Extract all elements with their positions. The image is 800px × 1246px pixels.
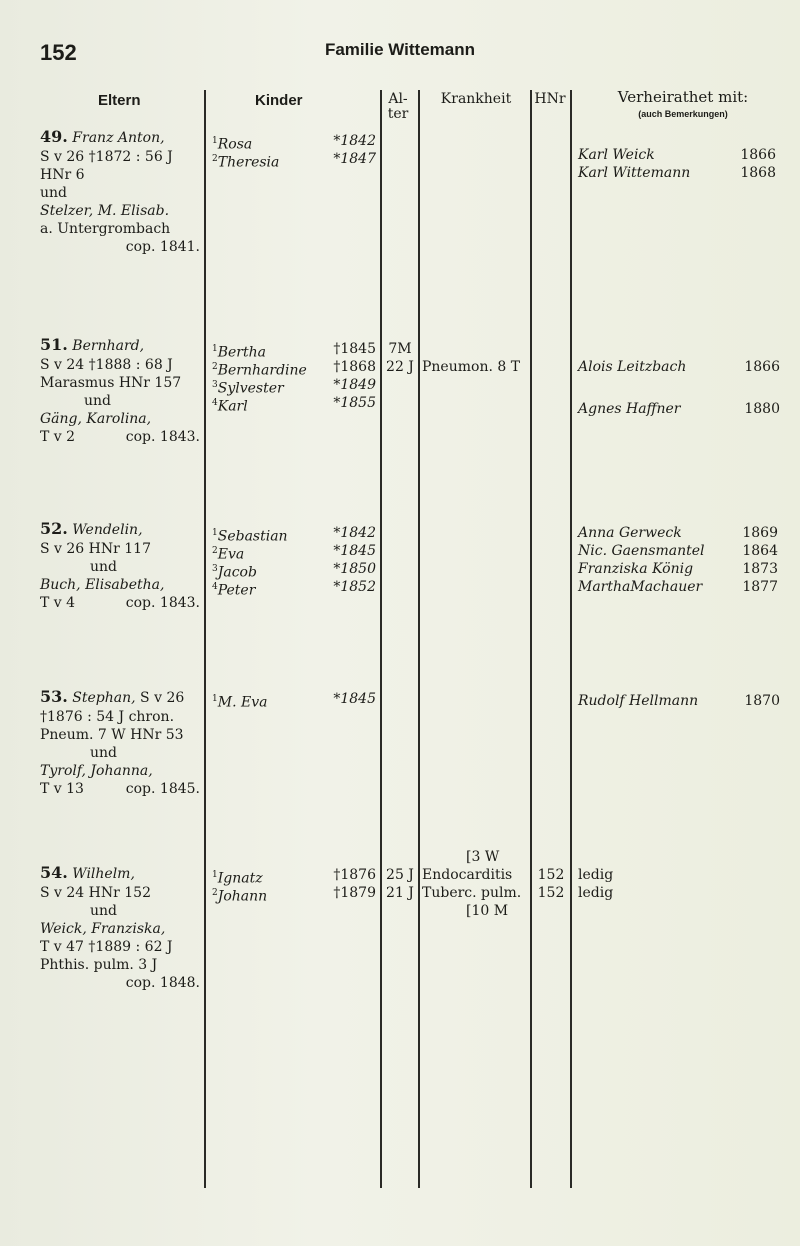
- marriage-date: cop. 1845.: [125, 781, 200, 797]
- child-row: $^4$Karl *1855: [212, 395, 376, 415]
- header-verheirathet: Verheirathet mit:: [617, 88, 749, 106]
- parent-2-name: Gäng, Karolina,: [40, 411, 152, 427]
- parent-1-details: S v 26 †1872 : 56 J: [40, 149, 173, 165]
- spouse-row: Karl Wittemann 1868: [578, 165, 776, 181]
- child-illness: Endocarditis: [422, 867, 513, 883]
- column-rule: [570, 90, 572, 1188]
- parent-2-name: Buch, Elisabetha,: [40, 577, 165, 593]
- child-row: $^1$M. Eva *1845: [212, 691, 376, 711]
- child-illness: Pneumon. 8 T: [422, 359, 521, 375]
- column-rule: [380, 90, 382, 1188]
- child-row: $^3$Sylvester *1849: [212, 377, 376, 397]
- header-bemerkungen: (auch Bemerkungen): [638, 109, 728, 119]
- parent-2-name: Stelzer, M. Elisab.: [40, 203, 170, 219]
- parent-2-origin: a. Untergrombach: [40, 221, 171, 237]
- child-hnr: 152: [537, 885, 565, 901]
- child-illness: Tuberc. pulm.: [422, 885, 522, 901]
- und-label: und: [90, 903, 117, 919]
- child-age: 21 J: [386, 885, 414, 901]
- page-number: 152: [40, 40, 77, 65]
- entry-number: 49.: [40, 127, 68, 146]
- illness-duration-note: [3 W: [466, 849, 500, 865]
- spouse-row: Franziska König 1873: [578, 561, 778, 577]
- child-row: $^2$Theresia *1847: [212, 151, 376, 171]
- child-age: 7M: [388, 341, 412, 357]
- parent-1-hnr: Marasmus HNr 157: [40, 375, 182, 391]
- child-row: $^4$Peter *1852: [212, 579, 376, 599]
- marriage-date: cop. 1848.: [125, 975, 200, 991]
- running-title: Familie Wittemann: [324, 40, 476, 59]
- spouse-row: Agnes Haffner 1880: [578, 401, 780, 417]
- parent-2-name: Weick, Franziska,: [40, 921, 166, 937]
- column-rule: [204, 90, 206, 1188]
- illness-duration-note: [10 M: [466, 903, 509, 919]
- und-label: und: [84, 393, 111, 409]
- und-label: und: [40, 185, 67, 201]
- spouse-row: Karl Weick 1866: [578, 147, 776, 163]
- parent-2-origin: T v 47 †1889 : 62 J: [40, 939, 173, 955]
- spouse-row: Nic. Gaensmantel 1864: [578, 543, 778, 559]
- und-label: und: [90, 745, 117, 761]
- und-label: und: [90, 559, 117, 575]
- spouse-row: Rudolf Hellmann 1870: [578, 693, 780, 709]
- column-rule: [530, 90, 532, 1188]
- header-hnr: HNr: [534, 91, 566, 107]
- marital-status: ledig: [578, 885, 614, 901]
- column-rule: [418, 90, 420, 1188]
- parent-2-origin: T v 13: [40, 781, 84, 797]
- parent-2-origin: T v 2: [40, 429, 76, 445]
- parent-1-name: Franz Anton,: [72, 130, 165, 146]
- header-kinder: Kinder: [255, 92, 303, 109]
- page: 152 Familie Wittemann Eltern Kinder Al- ter Krankheit HNr Verheirathet mit: (auch Bemerkungen) 49. Franz Anton, S v 26 †1872 : 56 J HNr 6 und Stelzer, M. Elisab. a. Untergrombach cop. 1841. $^1$Rosa *1842 $^2$Theresia *1847 Karl Weick 1866 Karl Wittemann 1868 51. Bernhard, S v 24 †1888 : 68 J Marasmus HNr 157 und Gäng, Karolina, T v 2 cop. 1843. $^1$Bertha †1845 $^2$Bernhardine †1868 $^3$Sylvester *1849 $^4$Karl *1855 7M 22 J Pneumon. 8 T Alois Leitzbach 1866 Agnes Haffner 1880 52. Wendelin, S v 26 HNr 117 und Buch, Elisabetha, T v 4 cop. 1843. $^1$Sebastian *1842 $^2$Eva *1845 $^3$Jacob *1850 $^4$Peter *1852 Anna Gerweck 1869 Nic. Gaensmantel 1864 Franziska König 1873 MarthaMachauer 1877 53. Stephan, S v 26 †1876 : 54 J chron. Pneum. 7 W HNr 53 und Tyrolf, Johanna, T v 13 cop. 1845. $^1$M. Eva *1845 Rudolf Hellmann 1870 54. Wilhelm, S v 24 HNr 152 und Weick, Franziska, T v 47 †1889 : 62 J Phthis. pulm. 3 J cop. 1848. [3 W $^1$Ignatz †1876 $^2$Johann †1879 25 J 21 J Endocarditis Tuberc. pulm. [10 M 152 152 ledig ledig: [0, 0, 800, 1246]
- spouse-row: Anna Gerweck 1869: [578, 525, 778, 541]
- parent-1-hnr: Pneum. 7 W HNr 53: [40, 727, 184, 743]
- marriage-date: cop. 1843.: [125, 595, 200, 611]
- child-row: $^2$Eva *1845: [212, 543, 376, 563]
- parent-1-details: †1876 : 54 J chron.: [40, 709, 175, 725]
- child-row: $^1$Rosa *1842: [212, 133, 376, 153]
- parent-2-name: Tyrolf, Johanna,: [40, 763, 153, 779]
- header-alter: Al- ter: [387, 91, 409, 122]
- parent-1-details: S v 26 HNr 117: [40, 541, 151, 557]
- child-hnr: 152: [537, 867, 565, 883]
- spouse-row: MarthaMachauer 1877: [578, 579, 778, 595]
- child-row: $^2$Johann †1879: [212, 885, 376, 905]
- parent-1-details: S v 24 HNr 152: [40, 885, 151, 901]
- header-eltern: Eltern: [98, 92, 141, 109]
- child-age: 22 J: [386, 359, 414, 375]
- child-row: $^3$Jacob *1850: [212, 561, 376, 581]
- child-age: 25 J: [386, 867, 414, 883]
- marriage-date: cop. 1843.: [125, 429, 200, 445]
- parent-2-death-cause: Phthis. pulm. 3 J: [40, 957, 158, 973]
- child-row: $^1$Ignatz †1876: [212, 867, 376, 887]
- child-row: $^1$Sebastian *1842: [212, 525, 376, 545]
- child-row: $^2$Bernhardine †1868: [212, 359, 376, 379]
- marriage-date: cop. 1841.: [125, 239, 200, 255]
- marital-status: ledig: [578, 867, 614, 883]
- parent-1-details: S v 24 †1888 : 68 J: [40, 357, 173, 373]
- child-row: $^1$Bertha †1845: [212, 341, 376, 361]
- parent-1-hnr: HNr 6: [40, 167, 85, 183]
- spouse-row: Alois Leitzbach 1866: [578, 359, 780, 375]
- parent-2-origin: T v 4: [40, 595, 76, 611]
- header-krankheit: Krankheit: [440, 91, 512, 107]
